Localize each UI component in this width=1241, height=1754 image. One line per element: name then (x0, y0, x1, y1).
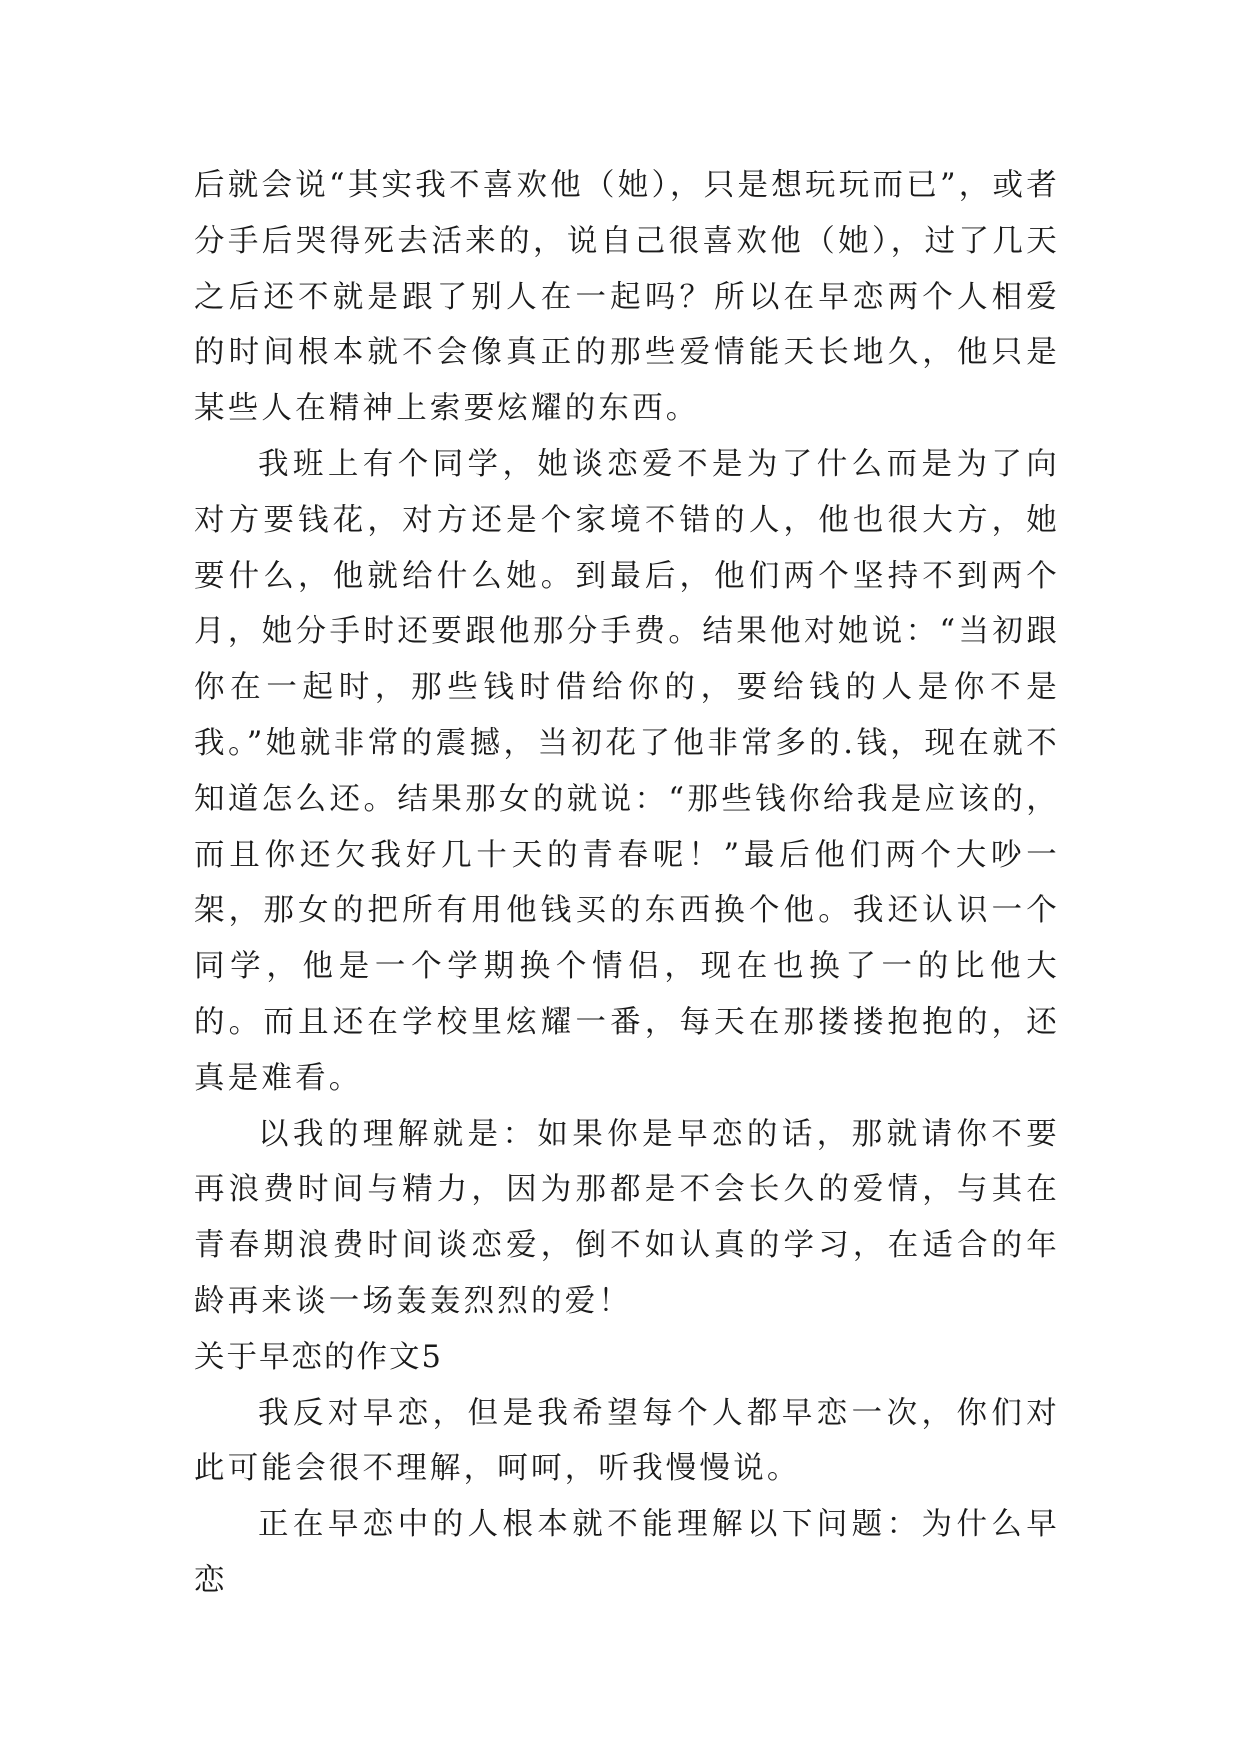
paragraph-2: 我班上有个同学，她谈恋爱不是为了什么而是为了向对方要钱花，对方还是个家境不错的人，他也很大方，她要什么，他就给什么她。到最后，他们两个坚持不到两个月，她分手时还要跟他那分手费。结果他对她说：“当初跟你在一起时，那些钱时借给你的，要给钱的人是你不是我。”她就非常的震撼，当初花了他非常多的.钱，现在就不知道怎么还。结果那女的就说：“那些钱你给我是应该的，而且你还欠我好几十天的青春呢！”最后他们两个大吵一架，那女的把所有用他钱买的东西换个他。我还认识一个同学，他是一个学期换个情侣，现在也换了一的比他大的。而且还在学校里炫耀一番，每天在那搂搂抱抱的，还真是难看。 (194, 446, 1060, 1096)
paragraph-3: 以我的理解就是：如果你是早恋的话，那就请你不要再浪费时间与精力，因为那都是不会长久的爱情，与其在青春期浪费时间谈恋爱，倒不如认真的学习，在适合的年龄再来谈一场轰轰烈烈的爱！ (194, 1116, 1060, 1319)
section-heading: 关于早恋的作文5 (194, 1339, 443, 1375)
paragraph-1: 后就会说“其实我不喜欢他（她），只是想玩玩而已”，或者分手后哭得死去活来的，说自己很喜欢他（她），过了几天之后还不就是跟了别人在一起吗？所以在早恋两个人相爱的时间根本就不会像真正的那些爱情能天长地久，他只是某些人在精神上索要炫耀的东西。 (194, 168, 1060, 427)
document-body (194, 158, 1060, 1609)
paragraph-5: 正在早恋中的人根本就不能理解以下问题：为什么早恋 (194, 1507, 1060, 1598)
paragraph-4: 我反对早恋，但是我希望每个人都早恋一次，你们对此可能会很不理解，呵呵，听我慢慢说。 (194, 1395, 1060, 1487)
